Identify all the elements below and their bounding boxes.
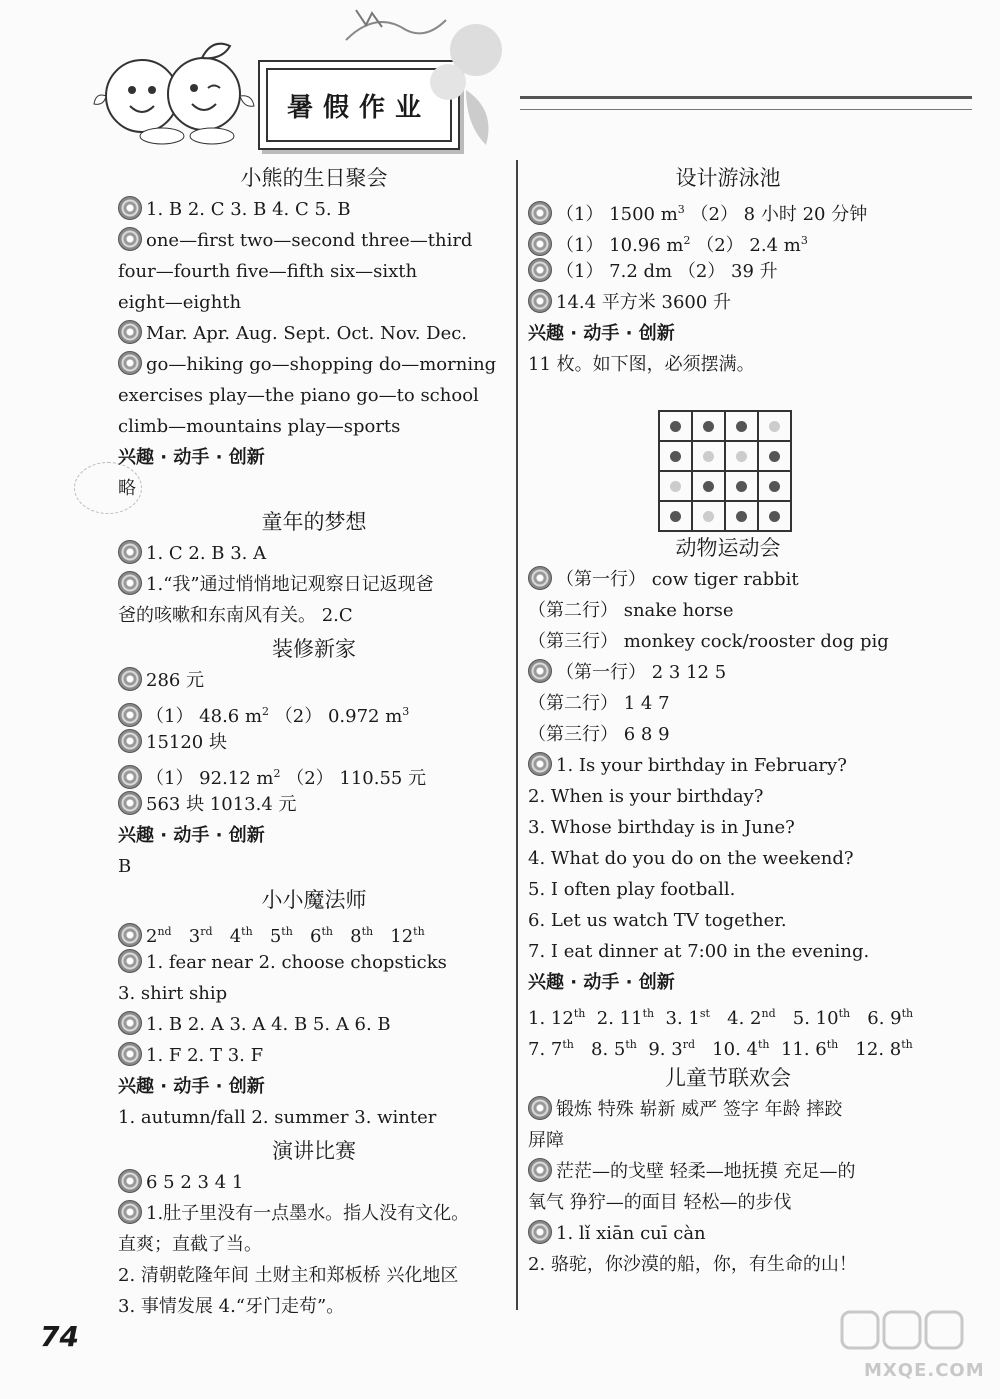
bonus-label: 兴趣 · 动手 · 创新 <box>118 825 265 846</box>
answer-line: go—hiking go—shopping do—morning <box>118 349 510 380</box>
question-number-icon <box>118 667 142 691</box>
answer-line: 屏障 <box>528 1130 564 1151</box>
bonus-label: 兴趣 · 动手 · 创新 <box>118 447 265 468</box>
question-number-icon <box>118 729 142 753</box>
answer-line: 14.4 平方米 3600 升 <box>528 287 928 318</box>
question-number-icon <box>118 351 142 375</box>
answer-line: 1. fear near 2. choose chopsticks <box>118 947 510 978</box>
question-number-icon <box>528 1096 552 1120</box>
section-title: 儿童节联欢会 <box>665 1066 791 1090</box>
answer-line: 286 元 <box>118 665 510 696</box>
answer-line: 1. 12th 2. 11th 3. 1st 4. 2nd 5. 10th 6. 9th <box>528 1007 914 1029</box>
question-number-icon <box>118 791 142 815</box>
answer-line: （1） 1500 $m^3$ （2） 8 小时 20 分钟 <box>528 194 928 225</box>
dot-icon <box>703 511 714 522</box>
answer-line: 3. Whose birthday is in June? <box>528 817 795 838</box>
question-number-icon <box>118 703 142 727</box>
answer-line: 略 <box>118 478 136 499</box>
answer-line: one—first two—second three—third <box>118 225 510 256</box>
answer-line: 1.“我”通过悄悄地记观察日记返现爸 <box>118 569 510 600</box>
answer-line: B <box>118 856 132 877</box>
page-number: 74 <box>40 1320 79 1353</box>
dot-icon <box>703 451 714 462</box>
watermark-text: MXQE.COM <box>864 1360 985 1381</box>
answer-line: four—fourth five—fifth six—sixth <box>118 261 418 282</box>
watermark <box>822 1308 985 1388</box>
dot-icon <box>769 511 780 522</box>
question-number-icon <box>528 1158 552 1182</box>
section-title: 设计游泳池 <box>675 166 781 190</box>
section-title: 小熊的生日聚会 <box>240 166 388 190</box>
question-number-icon <box>118 949 142 973</box>
question-number-icon <box>528 258 552 282</box>
answer-line: 氧气 狰狞—的面目 轻松—的步伐 <box>528 1192 792 1213</box>
dot-icon <box>703 421 714 432</box>
question-number-icon <box>528 752 552 776</box>
answer-line: 5. I often play football. <box>528 879 736 900</box>
question-number-icon <box>118 1042 142 1066</box>
answer-line: 4. What do you do on the weekend? <box>528 848 854 869</box>
answer-line: 直爽；直截了当。 <box>118 1234 262 1255</box>
answer-line: 15120 块 <box>118 727 510 758</box>
section-title: 装修新家 <box>272 637 356 661</box>
answer-line: 1. C 2. B 3. A <box>118 538 510 569</box>
question-number-icon <box>528 201 552 225</box>
answer-line: 6 5 2 3 4 1 <box>118 1167 510 1198</box>
answer-line: 2. When is your birthday? <box>528 786 764 807</box>
dot-grid-figure <box>528 380 928 530</box>
section-title: 童年的梦想 <box>261 510 367 534</box>
dot-icon <box>769 481 780 492</box>
answer-line: 6. Let us watch TV together. <box>528 910 787 931</box>
question-number-icon <box>118 1200 142 1224</box>
answer-line: 2. 骆驼，你沙漠的船，你，有生命的山！ <box>528 1254 857 1275</box>
answer-line: 3. shirt ship <box>118 983 228 1004</box>
answer-line: 1. B 2. A 3. A 4. B 5. A 6. B <box>118 1009 510 1040</box>
page-header <box>0 0 1000 170</box>
dot-icon <box>703 481 714 492</box>
dot-grid <box>658 410 792 532</box>
answer-line: 1. Is your birthday in February? <box>528 750 928 781</box>
answer-line: （第二行） snake horse <box>528 600 734 621</box>
section-title: 动物运动会 <box>675 536 781 560</box>
question-number-icon <box>118 320 142 344</box>
left-column <box>118 160 510 1322</box>
dot-icon <box>736 421 747 432</box>
column-divider <box>516 160 518 1310</box>
answer-line: （第三行） monkey cock/rooster dog pig <box>528 631 889 652</box>
question-number-icon <box>118 765 142 789</box>
answer-line: （第三行） 6 8 9 <box>528 724 670 745</box>
answer-line: （1） 92.12 $m^2$ （2） 110.55 元 <box>118 758 510 789</box>
question-number-icon <box>118 540 142 564</box>
answer-line: 1.肚子里没有一点墨水。指人没有文化。 <box>118 1198 510 1229</box>
question-number-icon <box>528 232 552 256</box>
question-number-icon <box>118 196 142 220</box>
dot-icon <box>736 481 747 492</box>
dot-icon <box>670 421 681 432</box>
dot-icon <box>736 511 747 522</box>
header-rule <box>520 96 972 110</box>
fruit-mascots-icon <box>92 38 262 148</box>
bonus-label: 兴趣 · 动手 · 创新 <box>528 972 675 993</box>
question-number-icon <box>118 571 142 595</box>
page-title: 暑假作业 <box>266 68 452 142</box>
answer-line: 7. I eat dinner at 7:00 in the evening. <box>528 941 870 962</box>
question-number-icon <box>528 566 552 590</box>
dot-icon <box>736 451 747 462</box>
answer-line: 1. F 2. T 3. F <box>118 1040 510 1071</box>
dot-icon <box>670 511 681 522</box>
bonus-label: 兴趣 · 动手 · 创新 <box>118 1076 265 1097</box>
answer-line: eight—eighth <box>118 292 242 313</box>
dot-icon <box>670 481 681 492</box>
question-number-icon <box>118 923 142 947</box>
answer-line: 563 块 1013.4 元 <box>118 789 510 820</box>
answer-line: 7. 7th 8. 5th 9. 3rd 10. 4th 11. 6th 12. 8th <box>528 1038 913 1060</box>
answer-line: （1） 7.2 dm （2） 39 升 <box>528 256 928 287</box>
section-title: 演讲比赛 <box>272 1139 356 1163</box>
answer-line: 茫茫—的戈壁 轻柔—地抚摸 充足—的 <box>528 1156 928 1187</box>
question-number-icon <box>528 1220 552 1244</box>
answer-line: （第一行） 2 3 12 5 <box>528 657 928 688</box>
question-number-icon <box>118 227 142 251</box>
dot-icon <box>769 451 780 462</box>
right-column <box>528 160 928 1280</box>
answer-line: Mar. Apr. Aug. Sept. Oct. Nov. Dec. <box>118 318 510 349</box>
answer-line: climb—mountains play—sports <box>118 416 401 437</box>
answer-line: 11 枚。如下图，必须摆满。 <box>528 354 755 375</box>
answer-line: 锻炼 特殊 崭新 威严 签字 年龄 摔跤 <box>528 1094 928 1125</box>
answer-line: 3. 事情发展 4.“牙门走苟”。 <box>118 1296 345 1317</box>
dot-icon <box>769 421 780 432</box>
question-number-icon <box>118 1169 142 1193</box>
answer-line: 2nd 3rd 4th 5th 6th 8th 12th <box>118 916 510 947</box>
answer-line: 爸的咳嗽和东南风有关。 2.C <box>118 605 353 626</box>
answer-line: （第二行） 1 4 7 <box>528 693 670 714</box>
question-number-icon <box>118 1011 142 1035</box>
question-number-icon <box>528 289 552 313</box>
answer-line: 1. B 2. C 3. B 4. C 5. B <box>118 194 510 225</box>
answer-line: （1） 48.6 $m^2$ （2） 0.972 $m^3$ <box>118 696 510 727</box>
answer-line: 1. lǐ xiān cuī càn <box>528 1218 928 1249</box>
answer-line: （1） 10.96 $m^2$ （2） 2.4 $m^3$ <box>528 225 928 256</box>
answer-line: 2. 清朝乾隆年间 土财主和郑板桥 兴化地区 <box>118 1265 459 1286</box>
section-title: 小小魔法师 <box>261 888 367 912</box>
splash-decoration-icon <box>336 0 526 150</box>
answer-line: 1. autumn/fall 2. summer 3. winter <box>118 1107 437 1128</box>
question-number-icon <box>528 659 552 683</box>
dot-icon <box>670 451 681 462</box>
answer-line: exercises play—the piano go—to school <box>118 385 479 406</box>
bonus-label: 兴趣 · 动手 · 创新 <box>528 323 675 344</box>
answer-line: （第一行） cow tiger rabbit <box>528 564 928 595</box>
watermark-logo-icon <box>822 1308 982 1360</box>
